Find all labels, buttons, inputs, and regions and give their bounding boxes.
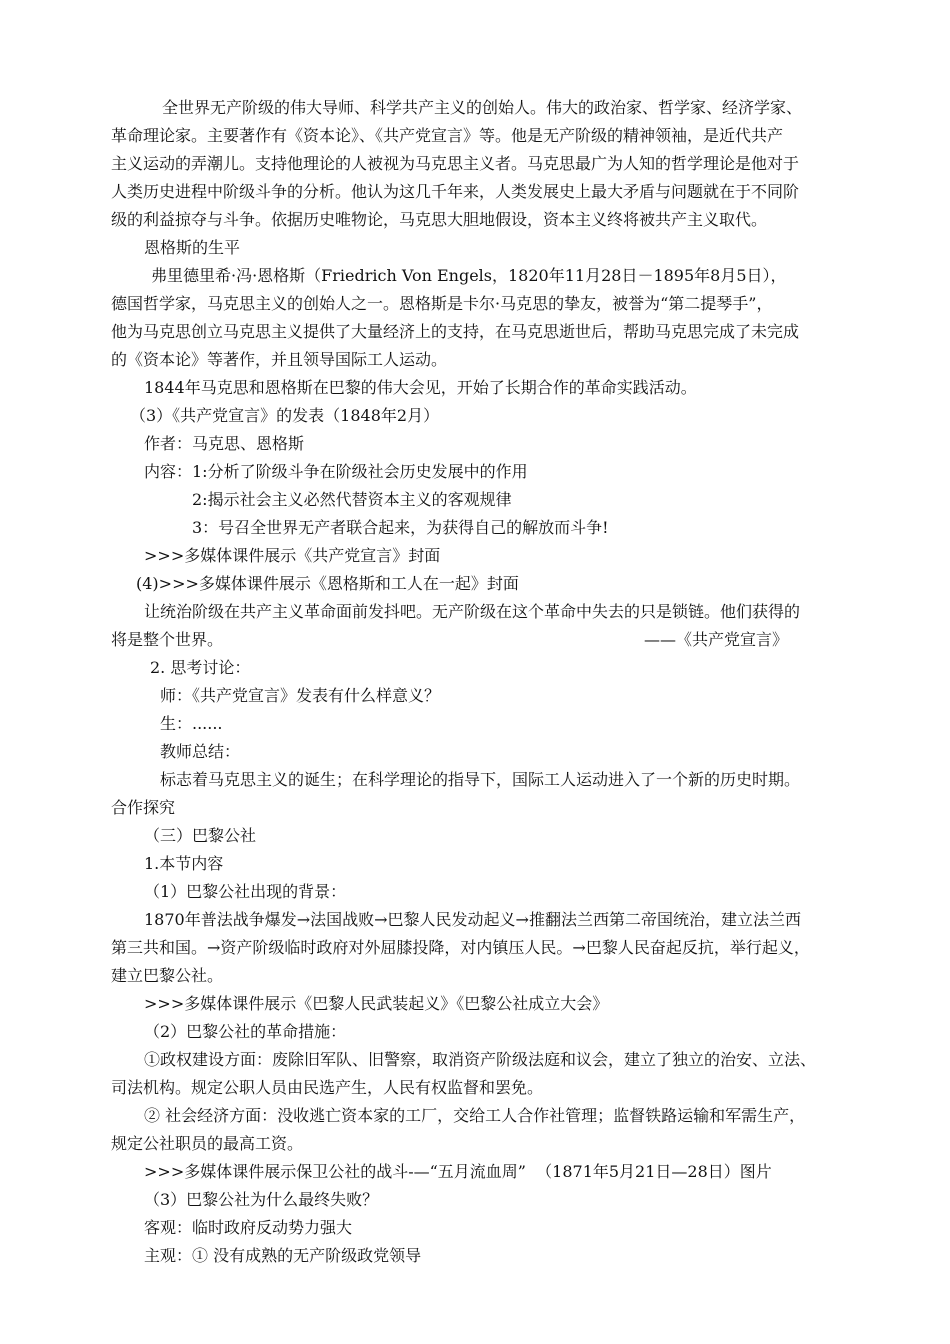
media-note: >>>多媒体课件展示《共产党宣言》封面 xyxy=(144,546,441,565)
section-heading: 合作探究 xyxy=(111,798,176,817)
paragraph-line: ② 社会经济方面：没收逃亡资本家的工厂，交给工人合作社管理；监督铁路运输和军需生产， xyxy=(144,1106,806,1125)
dialogue-line: 教师总结： xyxy=(160,742,241,761)
list-item: 3：号召全世界无产者联合起来，为获得自己的解放而斗争! xyxy=(192,518,609,537)
list-item: 内容：1:分析了阶级斗争在阶级社会历史发展中的作用 xyxy=(144,462,528,481)
quote-line: 将是整个世界。 xyxy=(111,630,224,649)
section-heading: （3）《共产党宣言》的发表（1848年2月） xyxy=(130,406,440,425)
paragraph-line: 建立巴黎公社。 xyxy=(111,966,224,985)
paragraph-line: 第三共和国。→资产阶级临时政府对外屈膝投降，对内镇压人民。→巴黎人民奋起反抗，举行起义， xyxy=(111,938,810,957)
paragraph-line: 他为马克思创立马克思主义提供了大量经济上的支持，在马克思逝世后，帮助马克思完成了未完成 xyxy=(111,322,800,341)
paragraph-line: 人类历史进程中阶级斗争的分析。他认为这几千年来，人类发展史上最大矛盾与问题就在于不同阶 xyxy=(111,182,800,201)
dialogue-line: 生：...... xyxy=(160,714,223,733)
section-heading: 1.本节内容 xyxy=(144,854,224,873)
section-heading: （3）巴黎公社为什么最终失败？ xyxy=(144,1190,379,1209)
section-heading: 恩格斯的生平 xyxy=(144,238,241,257)
list-item: 2:揭示社会主义必然代替资本主义的客观规律 xyxy=(192,490,512,509)
quote-line: 让统治阶级在共产主义革命面前发抖吧。无产阶级在这个革命中失去的只是锁链。他们获得的 xyxy=(144,602,801,621)
paragraph-line: 规定公社职员的最高工资。 xyxy=(111,1134,304,1153)
paragraph-line: 全世界无产阶级的伟大导师、科学共产主义的创始人。伟大的政治家、哲学家、经济学家、 xyxy=(162,98,803,117)
paragraph-line: 客观：临时政府反动势力强大 xyxy=(144,1218,353,1237)
section-heading: （2）巴黎公社的革命措施： xyxy=(144,1022,347,1041)
section-heading: 2. 思考讨论： xyxy=(150,658,251,677)
paragraph-line: 作者：马克思、恩格斯 xyxy=(144,434,305,453)
dialogue-line: 师：《共产党宣言》发表有什么样意义？ xyxy=(160,686,441,705)
paragraph-line: 司法机构。规定公职人员由民选产生，人民有权监督和罢免。 xyxy=(111,1078,544,1097)
paragraph-line: 弗里德里希·冯·恩格斯（Friedrich Von Engels，1820年11月28日－1895年8月5日）， xyxy=(151,266,787,285)
section-heading: （1）巴黎公社出现的背景： xyxy=(144,882,347,901)
quote-source: ——《共产党宣言》 xyxy=(643,630,788,649)
paragraph-line: 主义运动的弄潮儿。支持他理论的人被视为马克思主义者。马克思最广为人知的哲学理论是他对于 xyxy=(111,154,800,173)
paragraph-line: 革命理论家。主要著作有《资本论》、《共产党宣言》等。他是无产阶级的精神领袖，是近代共产 xyxy=(111,126,784,145)
paragraph-line: ①政权建设方面：废除旧军队、旧警察，取消资产阶级法庭和议会，建立了独立的治安、立法、 xyxy=(144,1050,817,1069)
paragraph-line: 级的利益掠夺与斗争。依据历史唯物论，马克思大胆地假设，资本主义终将被共产主义取代。 xyxy=(111,210,768,229)
media-note: (4)>>>多媒体课件展示《恩格斯和工人在一起》封面 xyxy=(136,574,519,593)
media-note: >>>多媒体课件展示保卫公社的战斗-—“五月流血周” （1871年5月21日—28日）图片 xyxy=(144,1162,772,1181)
paragraph-line: 1844年马克思和恩格斯在巴黎的伟大会见，开始了长期合作的革命实践活动。 xyxy=(144,378,697,397)
paragraph-line: 1870年普法战争爆发→法国战败→巴黎人民发动起义→推翻法兰西第二帝国统治，建立法兰西 xyxy=(144,910,801,929)
paragraph-line: 主观：① 没有成熟的无产阶级政党领导 xyxy=(144,1246,422,1265)
paragraph-line: 德国哲学家，马克思主义的创始人之一。恩格斯是卡尔·马克思的挚友，被誉为“第二提琴手”， xyxy=(111,294,773,313)
section-heading: （三）巴黎公社 xyxy=(144,826,257,845)
paragraph-line: 标志着马克思主义的诞生；在科学理论的指导下，国际工人运动进入了一个新的历史时期。 xyxy=(160,770,801,789)
media-note: >>>多媒体课件展示《巴黎人民武装起义》《巴黎公社成立大会》 xyxy=(144,994,609,1013)
paragraph-line: 的《资本论》等著作，并且领导国际工人运动。 xyxy=(111,350,448,369)
